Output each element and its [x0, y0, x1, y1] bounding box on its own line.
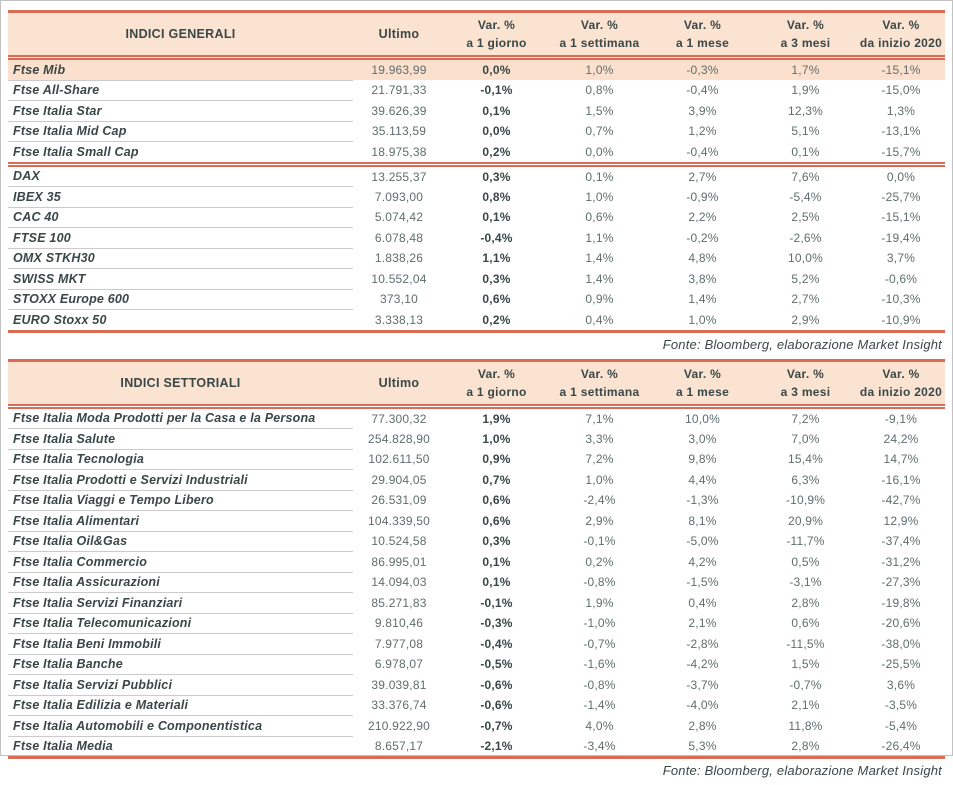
index-name-cell: Ftse Italia Prodotti e Servizi Industriali [8, 470, 353, 491]
index-row [8, 531, 945, 552]
var-value-cell-5: -37,4% [881, 534, 921, 549]
header-row [8, 360, 945, 406]
var-value-cell-4: -0,7% [789, 677, 822, 692]
index-row [8, 58, 945, 81]
index-name-cell: STOXX Europe 600 [8, 289, 353, 310]
var-value-cell-1: 1,9% [482, 411, 511, 426]
var-header-line2: a 1 settimana [559, 384, 640, 399]
index-row [8, 736, 945, 758]
var-value-cell-3: -1,5% [686, 575, 719, 590]
index-name-cell: Ftse Italia Salute [8, 429, 353, 450]
var-value-cell-3: 10,0% [684, 411, 721, 426]
var-value-cell-1: 0,0% [445, 58, 548, 81]
var-value-cell-5: -16,1% [881, 472, 921, 487]
var-header-line2: a 1 giorno [466, 384, 527, 399]
var-value-cell-4: 7,6% [754, 164, 857, 187]
index-name-cell: Ftse Italia Moda Prodotti per la Casa e la Persona [8, 406, 353, 429]
index-name-cell: Ftse Italia Oil&Gas [8, 531, 353, 552]
index-row [8, 654, 945, 675]
var-value-cell-5: -31,2% [881, 554, 921, 569]
var-value-cell-3: 1,0% [688, 312, 717, 327]
ultimo-value-cell: 104.339,50 [367, 513, 431, 528]
column-header-var-3 [651, 360, 754, 406]
var-header-line1: Var. % [683, 366, 722, 381]
index-name-cell: Ftse Italia Viaggi e Tempo Libero [8, 490, 353, 511]
ultimo-value-cell: 13.255,37 [353, 164, 445, 187]
var-value-cell-5: -15,7% [881, 144, 921, 159]
index-row [8, 269, 945, 290]
var-value-cell-5: -20,6% [881, 616, 921, 631]
var-value-cell-2: -3,4% [583, 739, 616, 753]
var-value-cell-3: 4,2% [688, 554, 717, 569]
var-value-cell-3: 3,9% [688, 103, 717, 118]
var-value-cell-1: -0,4% [480, 636, 513, 651]
var-value-cell-5: 1,3% [886, 103, 916, 118]
var-value-cell-2: 0,7% [585, 124, 614, 139]
var-value-cell-4: 5,2% [791, 271, 820, 286]
index-row [8, 101, 945, 122]
ultimo-value-cell: 7.093,00 [374, 189, 424, 204]
var-value-cell-2: 7,2% [585, 452, 614, 467]
var-value-cell-1: 0,6% [482, 513, 511, 528]
var-value-cell-2: 1,0% [548, 58, 651, 81]
var-value-cell-5: -5,4% [884, 718, 918, 733]
index-row [8, 248, 945, 269]
index-name-cell: Ftse Italia Assicurazioni [8, 572, 353, 593]
index-row [8, 695, 945, 716]
var-value-cell-5: -13,1% [881, 124, 921, 139]
index-row [8, 511, 945, 532]
var-value-cell-1: 0,9% [482, 452, 511, 467]
var-value-cell-1: -0,1% [480, 595, 513, 610]
index-name-cell: Ftse Italia Small Cap [8, 142, 353, 165]
index-row [8, 572, 945, 593]
var-value-cell-1: 0,2% [482, 312, 511, 327]
ultimo-value-cell: 8.657,17 [374, 739, 424, 753]
var-value-cell-3: -0,9% [686, 189, 719, 204]
var-header-line1: Var. % [580, 366, 619, 381]
index-row [8, 675, 945, 696]
index-name-cell: Ftse Italia Servizi Pubblici [8, 675, 353, 696]
var-value-cell-1: 0,0% [482, 124, 511, 139]
ultimo-value-cell: 21.791,33 [371, 83, 427, 98]
index-name-cell: Ftse All-Share [8, 80, 353, 101]
column-header-var-4 [754, 360, 857, 406]
var-value-cell-3: 2,2% [688, 210, 717, 225]
var-value-cell-5: -19,4% [881, 230, 921, 245]
var-value-cell-2: 0,6% [585, 210, 614, 225]
ultimo-value-cell: 254.828,90 [367, 431, 431, 446]
var-value-cell-4: 15,4% [787, 452, 824, 467]
var-value-cell-4: 20,9% [787, 513, 824, 528]
indici-settoriali-table [8, 359, 945, 760]
table-title-header: INDICI SETTORIALI [8, 360, 353, 406]
var-value-cell-3: 1,4% [688, 292, 717, 307]
var-value-cell-1: -0,3% [480, 616, 513, 631]
var-value-cell-4: 11,8% [788, 718, 823, 733]
var-value-cell-2: 1,1% [585, 230, 614, 245]
var-value-cell-1: -0,7% [480, 718, 513, 733]
var-value-cell-2: -1,0% [583, 616, 616, 631]
var-value-cell-5: -19,8% [881, 595, 921, 610]
ultimo-value-cell: 6.078,48 [374, 230, 424, 245]
var-value-cell-2: 7,1% [585, 411, 614, 426]
var-value-cell-2: 0,2% [585, 554, 614, 569]
index-name-cell: Ftse Italia Servizi Finanziari [8, 593, 353, 614]
index-name-cell: IBEX 35 [8, 187, 353, 208]
ultimo-value-cell: 39.626,39 [371, 103, 427, 118]
var-value-cell-3: -4,2% [686, 657, 719, 672]
var-value-cell-4: 2,8% [791, 739, 820, 753]
index-name-cell: Ftse Italia Media [13, 739, 113, 754]
column-header-var-5 [857, 360, 945, 406]
var-value-cell-3: 1,2% [688, 124, 717, 139]
var-header-line2: a 3 mesi [780, 36, 831, 50]
var-value-cell-3: 3,0% [688, 431, 717, 446]
var-header-line1: Var. % [477, 18, 516, 32]
var-value-cell-3: 4,8% [688, 251, 717, 266]
ultimo-value-cell: 7.977,08 [374, 636, 424, 651]
ultimo-value-cell: 35.113,59 [371, 124, 427, 139]
ultimo-value-cell: 5.074,42 [374, 210, 424, 225]
var-value-cell-4: 2,7% [791, 292, 820, 307]
index-name-cell: DAX [8, 164, 353, 187]
var-value-cell-3: -0,4% [686, 144, 719, 159]
index-name-cell: SWISS MKT [8, 269, 353, 290]
index-row [8, 289, 945, 310]
var-value-cell-5: -9,1% [884, 411, 918, 426]
var-value-cell-3: 0,4% [688, 595, 717, 610]
indici-generali-table [8, 10, 945, 333]
index-name-cell: EURO Stoxx 50 [13, 312, 107, 327]
var-header-line2: a 3 mesi [780, 384, 831, 399]
var-header-line1: Var. % [786, 18, 825, 32]
var-value-cell-1: 0,1% [482, 103, 511, 118]
var-value-cell-4: 6,3% [791, 472, 820, 487]
var-value-cell-2: 0,9% [585, 292, 614, 307]
index-name-cell: Ftse Italia Tecnologia [8, 449, 353, 470]
var-value-cell-5: -27,3% [881, 575, 921, 590]
var-value-cell-2: -2,4% [583, 493, 616, 508]
var-value-cell-5: 12,9% [883, 513, 919, 528]
index-row [8, 634, 945, 655]
var-value-cell-3: 2,8% [688, 718, 717, 733]
var-value-cell-5: 24,2% [883, 431, 919, 446]
column-header-var-3 [651, 12, 754, 58]
var-value-cell-5: -0,6% [884, 271, 918, 286]
index-row [8, 310, 945, 332]
var-value-cell-1: 0,1% [482, 210, 511, 225]
var-value-cell-2: 0,0% [585, 144, 614, 159]
var-value-cell-3: -2,8% [686, 636, 719, 651]
ultimo-value-cell: 9.810,46 [374, 616, 424, 631]
var-value-cell-2: 0,1% [548, 164, 651, 187]
index-name-cell: Ftse Italia Beni Immobili [8, 634, 353, 655]
var-value-cell-3: -5,0% [686, 534, 719, 549]
ultimo-value-cell: 10.552,04 [371, 271, 427, 286]
var-value-cell-4: 2,8% [791, 595, 820, 610]
index-name-cell: Ftse Italia Edilizia e Materiali [8, 695, 353, 716]
ultimo-value-cell: 1.838,26 [374, 251, 424, 266]
ultimo-value-cell: 6.978,07 [374, 657, 424, 672]
ultimo-value-cell: 3.338,13 [374, 312, 424, 327]
column-header-var-2 [548, 360, 651, 406]
var-value-cell-1: -0,4% [480, 230, 513, 245]
index-name-cell: OMX STKH30 [8, 248, 353, 269]
index-row [8, 121, 945, 142]
var-value-cell-5: 0,0% [857, 164, 945, 187]
var-value-cell-5: -25,5% [881, 657, 921, 672]
var-value-cell-3: 9,8% [688, 452, 717, 467]
var-header-line2: da inizio 2020 [859, 36, 943, 50]
var-value-cell-5: -10,9% [881, 312, 921, 327]
index-row [8, 490, 945, 511]
var-value-cell-2: 0,8% [585, 83, 614, 98]
var-value-cell-2: -1,4% [583, 698, 616, 713]
var-value-cell-2: 1,5% [585, 103, 614, 118]
var-value-cell-3: 3,8% [688, 271, 717, 286]
var-value-cell-5: 14,7% [883, 452, 919, 467]
index-name-cell: Ftse Italia Commercio [8, 552, 353, 573]
var-value-cell-4: 0,1% [791, 144, 820, 159]
ultimo-value-cell: 77.300,32 [371, 411, 427, 426]
ultimo-value-cell: 373,10 [380, 292, 418, 307]
column-header-var-1 [445, 360, 548, 406]
index-name-cell: FTSE 100 [8, 228, 353, 249]
source-note-settoriali: Fonte: Bloomberg, elaborazione Market Insight [662, 763, 942, 778]
var-value-cell-5: -15,1% [881, 210, 921, 225]
index-name-cell: Ftse Mib [8, 58, 353, 81]
var-value-cell-4: 0,5% [791, 554, 820, 569]
var-value-cell-3: -0,3% [651, 58, 754, 81]
index-row [8, 164, 945, 187]
var-value-cell-5: -25,7% [881, 189, 921, 204]
ultimo-value-cell: 210.922,90 [367, 718, 431, 733]
var-value-cell-5: 3,6% [886, 677, 916, 692]
var-value-cell-4: 2,5% [791, 210, 820, 225]
var-value-cell-2: 0,4% [585, 312, 614, 327]
var-value-cell-2: -0,7% [583, 636, 616, 651]
var-header-line2: a 1 giorno [466, 36, 527, 50]
ultimo-value-cell: 33.376,74 [371, 698, 427, 713]
var-value-cell-5: -38,0% [881, 636, 921, 651]
var-value-cell-5: -15,1% [857, 58, 945, 81]
ultimo-value-cell: 19.963,99 [353, 58, 445, 81]
var-value-cell-1: 0,8% [482, 189, 511, 204]
var-value-cell-5: -15,0% [881, 83, 921, 98]
column-header-ultimo: Ultimo [353, 12, 445, 58]
var-value-cell-1: 0,7% [482, 472, 511, 487]
var-value-cell-4: 1,5% [791, 657, 820, 672]
var-value-cell-1: 0,3% [482, 534, 511, 549]
ultimo-value-cell: 18.975,38 [371, 144, 427, 159]
var-value-cell-1: -0,5% [480, 657, 513, 672]
var-value-cell-4: 1,7% [754, 58, 857, 81]
var-value-cell-2: -1,6% [583, 657, 616, 672]
var-value-cell-4: 5,1% [791, 124, 820, 139]
var-header-line2: a 1 settimana [559, 36, 640, 50]
index-row [8, 613, 945, 634]
ultimo-value-cell: 14.094,03 [371, 575, 427, 590]
var-value-cell-5: -10,3% [881, 292, 921, 307]
var-value-cell-5: -26,4% [881, 739, 921, 753]
index-row [8, 449, 945, 470]
var-value-cell-4: 0,6% [791, 616, 820, 631]
var-value-cell-3: -1,3% [686, 493, 719, 508]
header-row [8, 12, 945, 58]
var-value-cell-4: -2,6% [789, 230, 822, 245]
var-value-cell-4: 2,9% [791, 312, 820, 327]
var-header-line1: Var. % [580, 18, 619, 32]
source-note-generali: Fonte: Bloomberg, elaborazione Market Insight [662, 336, 942, 352]
var-value-cell-2: 1,9% [585, 595, 614, 610]
var-value-cell-1: 0,3% [482, 271, 511, 286]
var-value-cell-3: -4,0% [686, 698, 719, 713]
column-header-var-4 [754, 12, 857, 58]
var-value-cell-2: 1,4% [585, 251, 614, 266]
var-value-cell-1: 0,2% [482, 144, 511, 159]
var-value-cell-2: -0,8% [583, 575, 616, 590]
index-row [8, 716, 945, 737]
var-value-cell-3: -0,4% [686, 83, 719, 98]
var-value-cell-5: -3,5% [884, 698, 918, 713]
var-header-line1: Var. % [882, 18, 920, 32]
var-header-line2: a 1 mese [675, 36, 730, 50]
var-header-line1: Var. % [683, 18, 722, 32]
var-value-cell-3: 5,3% [688, 739, 717, 753]
var-value-cell-2: -0,8% [583, 677, 616, 692]
var-value-cell-1: 0,1% [482, 554, 511, 569]
var-header-line2: a 1 mese [675, 384, 730, 399]
var-value-cell-4: -3,1% [789, 575, 822, 590]
var-value-cell-1: 0,6% [482, 292, 511, 307]
index-row [8, 228, 945, 249]
column-header-var-1 [445, 12, 548, 58]
var-value-cell-4: 1,9% [791, 83, 820, 98]
index-name-cell: Ftse Italia Telecomunicazioni [8, 613, 353, 634]
var-header-line1: Var. % [786, 366, 825, 381]
column-header-var-5 [857, 12, 945, 58]
index-row [8, 142, 945, 165]
index-name-cell: CAC 40 [8, 207, 353, 228]
var-value-cell-1: -0,6% [480, 698, 513, 713]
index-row [8, 470, 945, 491]
var-value-cell-3: 4,4% [688, 472, 717, 487]
index-name-cell: Ftse Italia Automobili e Componentistica [8, 716, 353, 737]
ultimo-value-cell: 26.531,09 [371, 493, 427, 508]
var-value-cell-2: -0,1% [583, 534, 616, 549]
var-value-cell-1: 1,1% [482, 251, 511, 266]
var-value-cell-2: 3,3% [585, 431, 614, 446]
var-value-cell-1: -2,1% [480, 739, 513, 753]
var-value-cell-4: 2,1% [791, 698, 820, 713]
ultimo-value-cell: 10.524,58 [371, 534, 427, 549]
var-value-cell-1: 1,0% [482, 431, 511, 446]
var-value-cell-4: 7,0% [791, 431, 820, 446]
var-value-cell-4: 12,3% [787, 103, 824, 118]
index-row [8, 429, 945, 450]
var-value-cell-4: -5,4% [789, 189, 822, 204]
var-value-cell-2: 2,9% [585, 513, 614, 528]
index-row [8, 80, 945, 101]
var-value-cell-4: 7,2% [791, 411, 820, 426]
index-row [8, 207, 945, 228]
var-value-cell-1: 0,3% [445, 164, 548, 187]
var-value-cell-3: 2,1% [688, 616, 717, 631]
var-value-cell-4: -11,5% [786, 636, 825, 651]
ultimo-value-cell: 86.995,01 [371, 554, 427, 569]
var-value-cell-1: -0,1% [480, 83, 513, 98]
var-value-cell-3: -0,2% [686, 230, 719, 245]
var-value-cell-3: 2,7% [651, 164, 754, 187]
var-value-cell-2: 4,0% [585, 718, 614, 733]
var-value-cell-1: 0,1% [482, 575, 511, 590]
column-header-ultimo: Ultimo [353, 360, 445, 406]
var-value-cell-1: -0,6% [480, 677, 513, 692]
var-header-line2: da inizio 2020 [859, 384, 943, 399]
var-value-cell-5: 3,7% [886, 251, 916, 266]
index-name-cell: Ftse Italia Mid Cap [8, 121, 353, 142]
ultimo-value-cell: 85.271,83 [371, 595, 427, 610]
index-name-cell: Ftse Italia Alimentari [8, 511, 353, 532]
var-value-cell-5: -42,7% [881, 493, 921, 508]
var-header-line1: Var. % [477, 366, 516, 381]
var-value-cell-2: 1,0% [585, 189, 614, 204]
index-row [8, 187, 945, 208]
index-row [8, 552, 945, 573]
table-title-header: INDICI GENERALI [8, 12, 353, 58]
index-row [8, 406, 945, 429]
var-value-cell-4: 10,0% [787, 251, 824, 266]
index-name-cell: Ftse Italia Banche [8, 654, 353, 675]
var-value-cell-4: -11,7% [786, 534, 825, 549]
ultimo-value-cell: 39.039,81 [371, 677, 427, 692]
var-value-cell-2: 1,4% [585, 271, 614, 286]
var-header-line1: Var. % [882, 366, 920, 381]
var-value-cell-3: 8,1% [688, 513, 717, 528]
var-value-cell-2: 1,0% [585, 472, 614, 487]
ultimo-value-cell: 29.904,05 [371, 472, 427, 487]
ultimo-value-cell: 102.611,50 [368, 452, 430, 467]
index-name-cell: Ftse Italia Star [8, 101, 353, 122]
var-value-cell-1: 0,6% [482, 493, 511, 508]
column-header-var-2 [548, 12, 651, 58]
index-row [8, 593, 945, 614]
var-value-cell-3: -3,7% [686, 677, 719, 692]
var-value-cell-4: -10,9% [785, 493, 826, 508]
